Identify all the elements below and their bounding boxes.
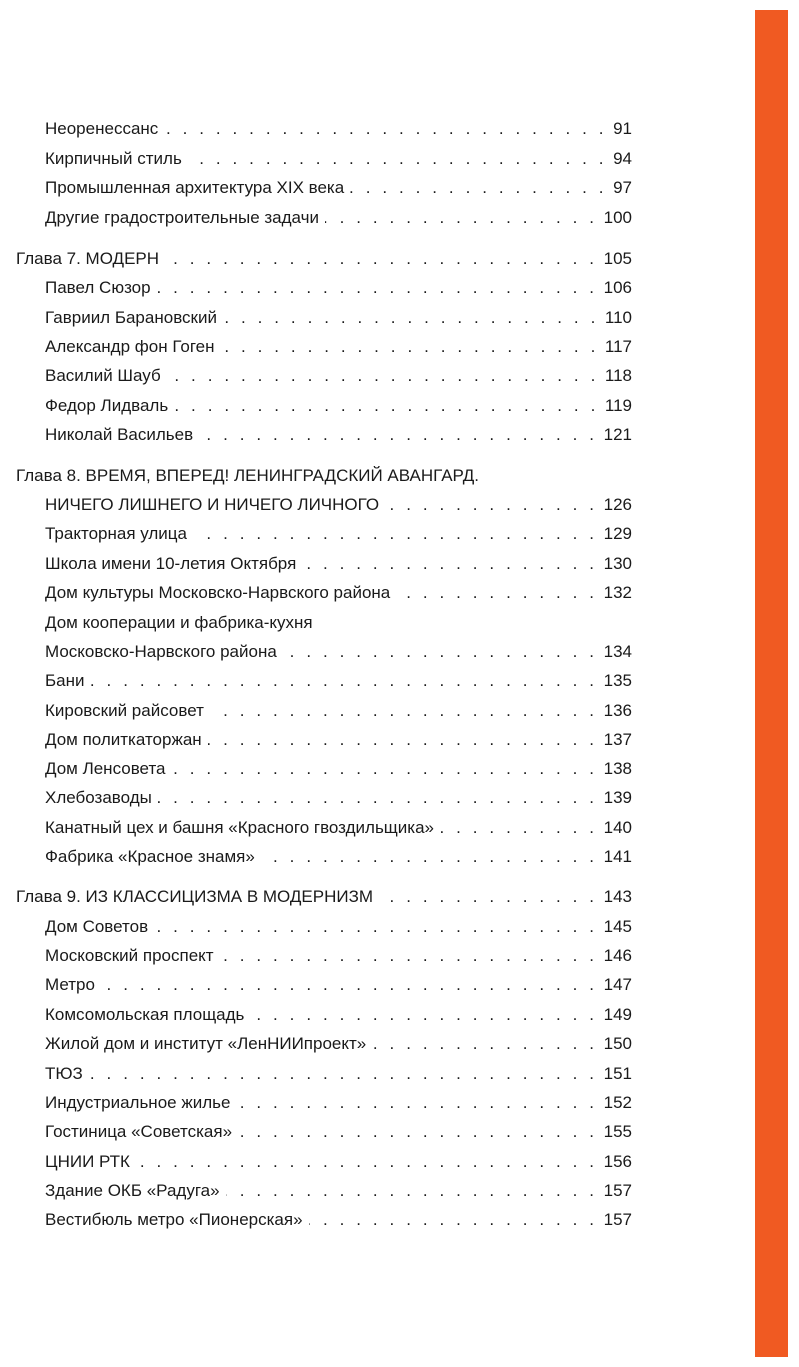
toc-entry-title: Дом политкаторжан <box>45 729 208 750</box>
toc-entry-title: Бани <box>45 670 91 691</box>
toc-leader <box>174 395 599 416</box>
toc-entry-page: 157 <box>598 1180 632 1201</box>
toc-entry-page: 100 <box>598 207 632 228</box>
toc-entry-title: ТЮЗ <box>45 1063 89 1084</box>
toc-entry-page: 149 <box>598 1004 632 1025</box>
toc-entry-title: Николай Васильев <box>45 424 199 445</box>
toc-entry-title: Василий Шауб <box>45 365 167 386</box>
toc-leader <box>157 277 598 298</box>
toc-entry-title: Александр фон Гоген <box>45 336 221 357</box>
toc-leader <box>350 177 607 198</box>
toc-chapter-entry <box>16 240 632 269</box>
toc-entry-title: Хлебозаводы <box>45 787 158 808</box>
toc-entry-page: 129 <box>598 523 632 544</box>
toc-entry <box>45 1025 632 1054</box>
toc-leader <box>221 336 599 357</box>
toc-entry-page: 97 <box>607 177 632 198</box>
toc-entry-page: 121 <box>598 424 632 445</box>
toc-leader <box>188 148 607 169</box>
toc-leader <box>89 1063 598 1084</box>
toc-entry-page: 143 <box>598 886 632 907</box>
toc-leader <box>302 553 597 574</box>
toc-entry <box>45 140 632 169</box>
toc-leader <box>238 1121 598 1142</box>
toc-entry-page: 117 <box>599 336 632 357</box>
toc-entry-title: Школа имени 10-летия Октября <box>45 553 302 574</box>
toc-entry-page: 132 <box>598 582 632 603</box>
toc-leader <box>385 494 598 515</box>
toc-chapter-title: НИЧЕГО ЛИШНЕГО И НИЧЕГО ЛИЧНОГО <box>45 494 385 515</box>
toc-leader <box>236 1092 597 1113</box>
toc-entry <box>45 1172 632 1201</box>
toc-leader <box>199 424 597 445</box>
toc-entry-page: 137 <box>598 729 632 750</box>
toc-leader <box>261 846 598 867</box>
toc-entry-page: 140 <box>598 817 632 838</box>
toc-leader <box>208 729 598 750</box>
toc-leader <box>309 1209 598 1230</box>
toc-leader <box>136 1151 598 1172</box>
toc-entry <box>45 633 632 662</box>
toc-entry-page: 105 <box>598 248 632 269</box>
toc-entry <box>45 692 632 721</box>
toc-entry-page: 136 <box>598 700 632 721</box>
toc-entry <box>45 299 632 328</box>
toc-entry-page: 119 <box>599 395 632 416</box>
toc-entry-title: Московско-Нарвского района <box>45 641 283 662</box>
toc-leader <box>154 916 598 937</box>
toc-leader <box>193 523 598 544</box>
toc-leader <box>165 248 598 269</box>
toc-entry-page: 135 <box>598 670 632 691</box>
toc-entry <box>45 996 632 1025</box>
toc-entry-title: Дом кооперации и фабрика-кухня <box>45 612 319 633</box>
toc-entry-page: 152 <box>598 1092 632 1113</box>
toc-leader <box>167 365 599 386</box>
toc-entry-page: 155 <box>598 1121 632 1142</box>
toc-leader <box>210 700 598 721</box>
toc-entry-page: 141 <box>598 846 632 867</box>
toc-entry-page: 126 <box>598 494 632 515</box>
toc-entry-page: 118 <box>599 365 632 386</box>
toc-chapter-title: Глава 9. ИЗ КЛАССИЦИЗМА В МОДЕРНИЗМ <box>16 886 379 907</box>
toc-entry-page: 150 <box>598 1033 632 1054</box>
toc-entry-page: 147 <box>598 974 632 995</box>
toc-leader <box>226 1180 598 1201</box>
toc-entry <box>45 604 632 633</box>
toc-entry-title: Метро <box>45 974 101 995</box>
toc-entry-title: Московский проспект <box>45 945 220 966</box>
toc-entry <box>45 966 632 995</box>
toc-entry-page: 110 <box>599 307 632 328</box>
toc-entry-page: 106 <box>598 277 632 298</box>
toc-entry-title: Здание ОКБ «Радуга» <box>45 1180 226 1201</box>
toc-entry-title: Вестибюль метро «Пионерская» <box>45 1209 309 1230</box>
toc-leader <box>283 641 598 662</box>
toc-entry <box>45 809 632 838</box>
toc-entry-title: Фабрика «Красное знамя» <box>45 846 261 867</box>
toc-entry-title: Гавриил Барановский <box>45 307 223 328</box>
toc-leader <box>220 945 598 966</box>
toc-entry <box>45 908 632 937</box>
toc-leader <box>223 307 599 328</box>
toc-leader <box>485 465 626 486</box>
toc-leader <box>164 118 607 139</box>
toc-entry-page: 130 <box>598 553 632 574</box>
toc-entry <box>45 357 632 386</box>
toc-entry-title: Тракторная улица <box>45 523 193 544</box>
toc-entry <box>45 110 632 139</box>
toc-entry-title: Канатный цех и башня «Красного гвоздильщика» <box>45 817 440 838</box>
toc-entry <box>45 1055 632 1084</box>
toc-entry-page: 91 <box>607 118 632 139</box>
toc-entry-page: 138 <box>598 758 632 779</box>
toc-entry <box>45 1143 632 1172</box>
toc-entry-title: ЦНИИ РТК <box>45 1151 136 1172</box>
toc-entry <box>45 199 632 228</box>
toc-entry <box>45 328 632 357</box>
toc-entry <box>45 269 632 298</box>
toc-leader <box>325 207 598 228</box>
toc-entry <box>45 545 632 574</box>
toc-entry-title: Комсомольская площадь <box>45 1004 250 1025</box>
toc-entry-page: 134 <box>598 641 632 662</box>
toc-entry <box>45 416 632 445</box>
toc-chapter-entry <box>16 878 632 907</box>
toc-leader <box>101 974 598 995</box>
toc-entry <box>45 779 632 808</box>
toc-entry <box>45 937 632 966</box>
toc-leader <box>379 886 598 907</box>
toc-entry-page: 145 <box>598 916 632 937</box>
toc-entry <box>45 721 632 750</box>
toc-chapter-title: Глава 8. ВРЕМЯ, ВПЕРЕД! ЛЕНИНГРАДСКИЙ АВАНГАРД. <box>16 465 485 486</box>
toc-leader <box>440 817 598 838</box>
toc-entry <box>45 1084 632 1113</box>
toc-entry-page: 156 <box>598 1151 632 1172</box>
toc-entry-title: Неоренессанс <box>45 118 164 139</box>
toc-entry-title: Дом Советов <box>45 916 154 937</box>
toc-leader <box>172 758 598 779</box>
toc-entry <box>45 574 632 603</box>
toc-leader <box>372 1033 597 1054</box>
toc-entry-title: Кирпичный стиль <box>45 148 188 169</box>
toc-entry-page: 146 <box>598 945 632 966</box>
toc-leader <box>250 1004 597 1025</box>
toc-leader <box>319 612 626 633</box>
toc-entry <box>45 1201 632 1230</box>
toc-entry-page: 94 <box>607 148 632 169</box>
toc-entry <box>45 662 632 691</box>
toc-entry <box>45 387 632 416</box>
toc-leader <box>91 670 598 691</box>
toc-entry <box>45 515 632 544</box>
toc-leader <box>158 787 598 808</box>
toc-entry-title: Федор Лидваль <box>45 395 174 416</box>
toc-entry-title: Кировский райсовет <box>45 700 210 721</box>
toc-entry <box>45 838 632 867</box>
toc-entry-title: Павел Сюзор <box>45 277 157 298</box>
toc-entry-page: 151 <box>598 1063 632 1084</box>
toc-entry-title: Дом культуры Московско-Нарвского района <box>45 582 396 603</box>
toc-entry-title: Промышленная архитектура XIX века <box>45 177 350 198</box>
toc-entry-title: Дом Ленсовета <box>45 758 172 779</box>
toc-entry <box>45 750 632 779</box>
toc-entry-title: Гостиница «Советская» <box>45 1121 238 1142</box>
toc-entry <box>45 169 632 198</box>
toc-chapter-entry <box>16 457 632 486</box>
toc-leader <box>396 582 597 603</box>
toc-entry-title: Жилой дом и институт «ЛенНИИпроект» <box>45 1033 372 1054</box>
toc-entry-page: 157 <box>598 1209 632 1230</box>
toc-entry-title: Индустриальное жилье <box>45 1092 236 1113</box>
toc-entry-page: 139 <box>598 787 632 808</box>
toc-entry <box>45 1113 632 1142</box>
toc-entry-title: Другие градостроительные задачи <box>45 207 325 228</box>
toc-chapter-continuation <box>45 486 632 515</box>
toc-chapter-title: Глава 7. МОДЕРН <box>16 248 165 269</box>
